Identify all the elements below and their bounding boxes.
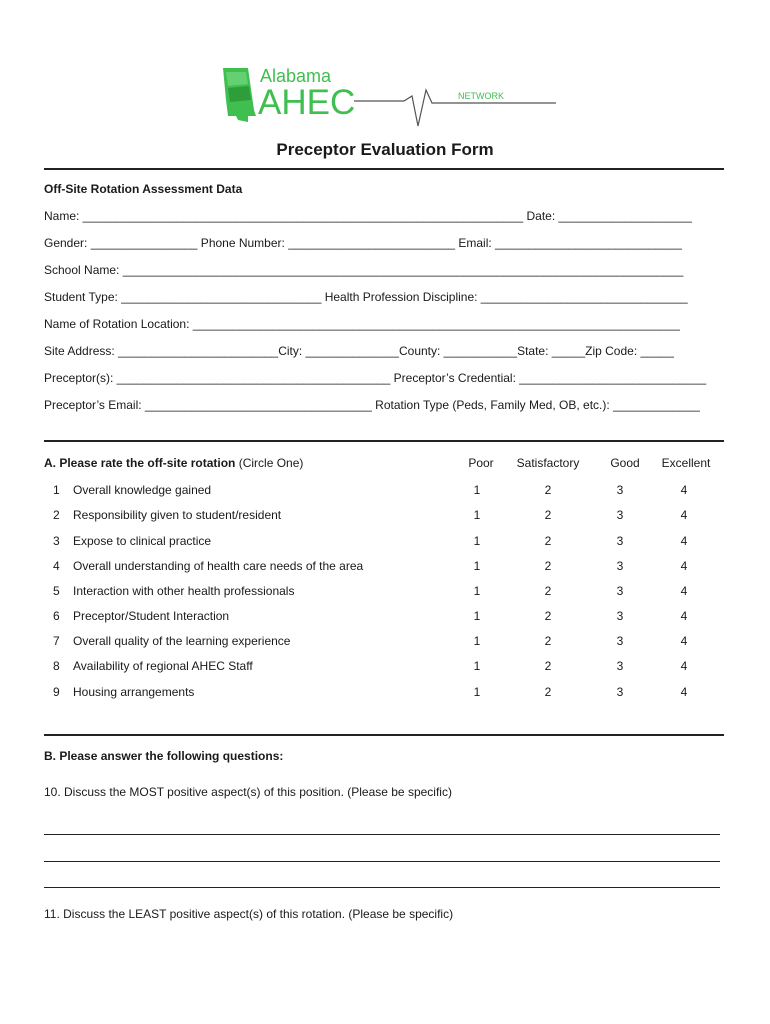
rating-satisfactory[interactable]: 2 xyxy=(544,508,552,522)
item-label: Preceptor/Student Interaction xyxy=(73,609,230,623)
section-a-heading-note: (Circle One) xyxy=(238,456,304,470)
alabama-state-map-icon xyxy=(223,68,256,122)
rating-excellent[interactable]: 4 xyxy=(680,559,688,573)
field-preceptor-email-rotation-type[interactable]: Preceptor’s Email: __________________________________ Rotation Type (Peds, Family Med, OB, etc.): _____________ xyxy=(44,398,700,412)
rating-satisfactory[interactable]: 2 xyxy=(544,685,552,699)
field-school-name[interactable]: School Name: ____________________________________________________________________________________ xyxy=(44,263,684,277)
rating-excellent[interactable]: 4 xyxy=(680,609,688,623)
rating-excellent[interactable]: 4 xyxy=(680,584,688,598)
rating-good[interactable]: 3 xyxy=(616,659,624,673)
rating-poor[interactable]: 1 xyxy=(473,685,481,699)
rating-satisfactory[interactable]: 2 xyxy=(544,584,552,598)
section-b-divider xyxy=(44,734,724,736)
column-poor: Poor xyxy=(468,456,494,470)
rating-poor[interactable]: 1 xyxy=(473,508,481,522)
logo-ahec-text: AHEC xyxy=(258,83,356,122)
field-rotation-location[interactable]: Name of Rotation Location: _________________________________________________________________________ xyxy=(44,317,680,331)
rating-satisfactory[interactable]: 2 xyxy=(544,559,552,573)
item-number: 7 xyxy=(53,634,60,648)
item-number: 6 xyxy=(53,609,60,623)
alabama-ahec-logo xyxy=(218,60,563,132)
rating-excellent[interactable]: 4 xyxy=(680,634,688,648)
rating-poor[interactable]: 1 xyxy=(473,609,481,623)
rating-satisfactory[interactable]: 2 xyxy=(544,634,552,648)
rating-satisfactory[interactable]: 2 xyxy=(544,659,552,673)
rating-satisfactory[interactable]: 2 xyxy=(544,534,552,548)
rating-good[interactable]: 3 xyxy=(616,559,624,573)
rating-poor[interactable]: 1 xyxy=(473,584,481,598)
answer-10-line-1[interactable] xyxy=(44,834,720,835)
item-number: 5 xyxy=(53,584,60,598)
answer-10-line-3[interactable] xyxy=(44,887,720,888)
section-b-heading: B. Please answer the following questions: xyxy=(44,749,284,763)
field-gender-phone-email[interactable]: Gender: ________________ Phone Number: _________________________ Email: ____________________________ xyxy=(44,236,682,250)
item-label: Expose to clinical practice xyxy=(73,534,212,548)
rating-excellent[interactable]: 4 xyxy=(680,659,688,673)
answer-10-line-2[interactable] xyxy=(44,861,720,862)
section-a-heading-bold: A. Please rate the off-site rotation xyxy=(44,456,236,470)
section-a-divider xyxy=(44,440,724,442)
rating-poor[interactable]: 1 xyxy=(473,483,481,497)
item-label: Overall understanding of health care needs of the area xyxy=(73,559,364,573)
rating-good[interactable]: 3 xyxy=(616,584,624,598)
column-good: Good xyxy=(610,456,640,470)
item-label: Housing arrangements xyxy=(73,685,195,699)
rating-excellent[interactable]: 4 xyxy=(680,483,688,497)
rating-good[interactable]: 3 xyxy=(616,685,624,699)
field-name-date[interactable]: Name: __________________________________________________________________ Date: ____________________ xyxy=(44,209,692,223)
item-number: 1 xyxy=(53,483,60,497)
rating-good[interactable]: 3 xyxy=(616,483,624,497)
rating-excellent[interactable]: 4 xyxy=(680,534,688,548)
title-divider xyxy=(44,168,724,170)
question-11: 11. Discuss the LEAST positive aspect(s) of this rotation. (Please be specific) xyxy=(44,907,454,921)
rating-poor[interactable]: 1 xyxy=(473,659,481,673)
rating-poor[interactable]: 1 xyxy=(473,559,481,573)
question-10: 10. Discuss the MOST positive aspect(s) of this position. (Please be specific) xyxy=(44,785,452,799)
item-label: Availability of regional AHEC Staff xyxy=(73,659,253,673)
field-site-address[interactable]: Site Address: ________________________City: ______________County: ___________State: _____Zip Code: _____ xyxy=(44,344,674,358)
column-satisfactory: Satisfactory xyxy=(516,456,580,470)
item-label: Overall knowledge gained xyxy=(73,483,212,497)
rating-poor[interactable]: 1 xyxy=(473,634,481,648)
item-number: 9 xyxy=(53,685,60,699)
rating-poor[interactable]: 1 xyxy=(473,534,481,548)
item-label: Interaction with other health professionals xyxy=(73,584,295,598)
item-number: 3 xyxy=(53,534,60,548)
section-a-heading xyxy=(44,456,303,470)
item-label: Overall quality of the learning experience xyxy=(73,634,291,648)
heartbeat-line xyxy=(354,90,556,126)
rating-satisfactory[interactable]: 2 xyxy=(544,609,552,623)
item-number: 8 xyxy=(53,659,60,673)
column-excellent: Excellent xyxy=(661,456,711,470)
field-student-type-discipline[interactable]: Student Type: ______________________________ Health Profession Discipline: _______________________________ xyxy=(44,290,688,304)
rating-good[interactable]: 3 xyxy=(616,634,624,648)
logo-alabama-text: Alabama xyxy=(260,66,332,86)
rating-excellent[interactable]: 4 xyxy=(680,685,688,699)
field-preceptors-credential[interactable]: Preceptor(s): _________________________________________ Preceptor’s Credential: ____________________________ xyxy=(44,371,707,385)
item-number: 4 xyxy=(53,559,60,573)
item-label: Responsibility given to student/resident xyxy=(73,508,282,522)
page-title: Preceptor Evaluation Form xyxy=(276,140,494,159)
rating-excellent[interactable]: 4 xyxy=(680,508,688,522)
rating-good[interactable]: 3 xyxy=(616,534,624,548)
rating-satisfactory[interactable]: 2 xyxy=(544,483,552,497)
logo-network-text: NETWORK xyxy=(458,91,504,101)
rating-good[interactable]: 3 xyxy=(616,508,624,522)
section-heading-offsite: Off-Site Rotation Assessment Data xyxy=(44,182,243,196)
item-number: 2 xyxy=(53,508,60,522)
rating-good[interactable]: 3 xyxy=(616,609,624,623)
